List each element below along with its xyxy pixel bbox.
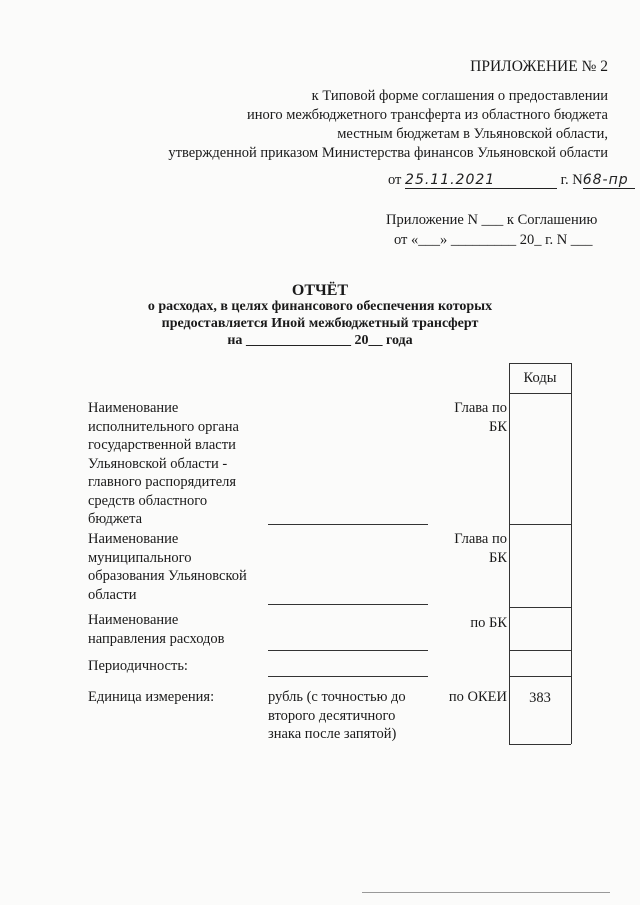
row-label-unit: Единица измерения:	[88, 689, 215, 705]
report-subtitle	[0, 298, 640, 349]
label-line: Наименование	[88, 612, 179, 628]
row-label-expense-direction	[88, 611, 225, 648]
row-label-executive-body	[88, 399, 239, 529]
header-line: иного межбюджетного трансферта из областного бюджета	[247, 107, 608, 123]
label-line: направления расходов	[88, 630, 225, 647]
codes-header: Коды	[523, 370, 557, 386]
footer-line	[362, 892, 610, 893]
label-line: образования Ульяновской	[88, 568, 247, 584]
report-period	[0, 332, 640, 349]
okei-code: 383	[529, 690, 551, 706]
agreement-line-2: от «___» _________ 20_ г. N ___	[394, 232, 593, 248]
agreement-line-1: Приложение N ___ к Соглашению	[386, 212, 598, 228]
header-line: утвержденной приказом Министерства финансов Ульяновской области	[168, 145, 608, 161]
agreement-reference	[386, 210, 597, 250]
field-line-periodicity	[268, 676, 428, 677]
row-label-periodicity: Периодичность:	[88, 658, 188, 674]
order-prefix: от	[388, 172, 402, 188]
label-line: Ульяновской области -	[88, 455, 228, 472]
order-reference	[388, 172, 635, 189]
label-line: бюджета	[88, 511, 143, 527]
label-line: государственной власти	[88, 437, 236, 453]
label-line: исполнительного органа	[88, 418, 239, 435]
field-line-expense-direction	[268, 650, 428, 651]
field-line-executive-body	[268, 524, 428, 525]
row-label-municipality	[88, 530, 247, 604]
code-label-executive-body: Глава по БК	[454, 400, 507, 435]
unit-value: рубль (с точностью до второго десятичного знака после запятой)	[268, 689, 406, 742]
report-period-blank: _______________	[245, 333, 351, 348]
header-line: к Типовой форме соглашения о предоставлении	[311, 88, 608, 104]
label-line: Наименование	[88, 400, 179, 416]
order-number: 68-пр	[583, 172, 635, 189]
report-subtitle-line-1: о расходах, в целях финансового обеспечения которых	[147, 299, 493, 314]
label-line: Наименование	[88, 531, 179, 547]
label-line: области	[88, 586, 137, 603]
report-period-prefix: на	[227, 333, 243, 348]
code-label-municipality: Глава по БК	[454, 531, 507, 566]
report-subtitle-line-2: предоставляется Иной межбюджетный трансферт	[161, 316, 479, 331]
appendix-title: ПРИЛОЖЕНИЕ № 2	[470, 58, 608, 75]
order-date: 25.11.2021	[405, 172, 557, 189]
header-lines	[168, 87, 608, 163]
code-label-okei: по ОКЕИ	[448, 689, 507, 705]
report-title: ОТЧЁТ	[291, 282, 349, 299]
order-city: г. N	[560, 172, 583, 188]
code-label-expense-direction: по БК	[470, 615, 507, 631]
label-line: муниципального	[88, 549, 192, 566]
report-period-suffix: 20__ года	[354, 333, 413, 348]
field-line-municipality	[268, 604, 428, 605]
header-line: местным бюджетам в Ульяновской области,	[337, 126, 608, 142]
label-line: главного распорядителя	[88, 474, 237, 490]
label-line: средств областного	[88, 492, 208, 509]
